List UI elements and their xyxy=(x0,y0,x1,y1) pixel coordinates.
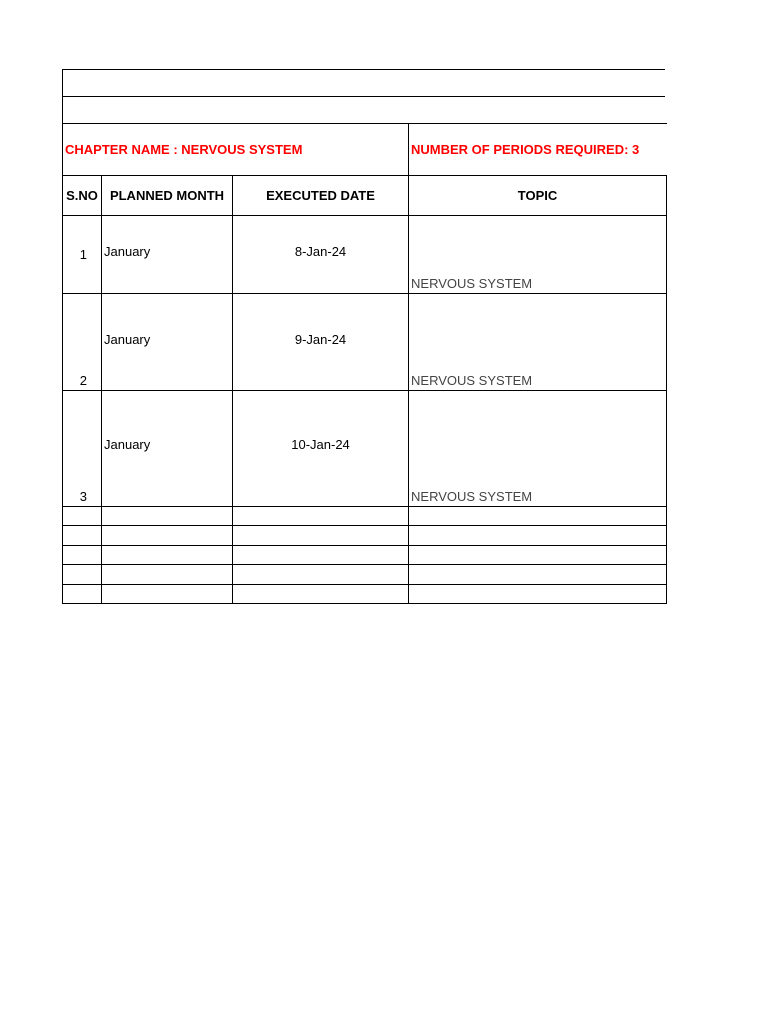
row-topic: NERVOUS SYSTEM xyxy=(409,216,667,294)
empty-cell xyxy=(63,546,102,565)
periods-required: NUMBER OF PERIODS REQUIRED: 3 xyxy=(409,124,667,176)
empty-row xyxy=(63,526,667,546)
empty-cell xyxy=(102,585,233,604)
chapter-row xyxy=(63,124,667,176)
column-header-planned-month: PLANNED MONTH xyxy=(102,176,233,216)
empty-cell xyxy=(409,526,667,546)
empty-cell xyxy=(409,585,667,604)
row-sno: 2 xyxy=(63,294,102,391)
row-planned-month: January xyxy=(102,294,233,391)
empty-cell xyxy=(63,565,102,585)
column-header-topic: TOPIC xyxy=(409,176,667,216)
empty-cell xyxy=(233,526,409,546)
empty-cell xyxy=(102,507,233,526)
table-row xyxy=(63,294,667,391)
empty-cell xyxy=(233,546,409,565)
empty-cell xyxy=(102,546,233,565)
column-header-sno: S.NO xyxy=(63,176,102,216)
empty-cell xyxy=(409,507,667,526)
empty-cell xyxy=(102,565,233,585)
row-planned-month: January xyxy=(102,216,233,294)
empty-cell xyxy=(409,565,667,585)
row-executed-date: 9-Jan-24 xyxy=(233,294,409,391)
empty-row xyxy=(63,585,667,604)
empty-row xyxy=(63,507,667,526)
empty-cell xyxy=(63,526,102,546)
lesson-plan-table xyxy=(62,123,667,604)
empty-row xyxy=(63,546,667,565)
empty-cell xyxy=(233,585,409,604)
row-sno: 3 xyxy=(63,391,102,507)
empty-cell xyxy=(63,507,102,526)
row-sno: 1 xyxy=(63,216,102,294)
row-executed-date: 10-Jan-24 xyxy=(233,391,409,507)
empty-cell xyxy=(409,546,667,565)
empty-cell xyxy=(233,565,409,585)
empty-subtitle-band xyxy=(62,96,665,124)
empty-cell xyxy=(63,585,102,604)
row-planned-month: January xyxy=(102,391,233,507)
row-topic: NERVOUS SYSTEM xyxy=(409,294,667,391)
chapter-name: CHAPTER NAME : NERVOUS SYSTEM xyxy=(63,124,409,176)
table-row xyxy=(63,216,667,294)
empty-cell xyxy=(102,526,233,546)
empty-row xyxy=(63,565,667,585)
table-row xyxy=(63,391,667,507)
column-header-executed-date: EXECUTED DATE xyxy=(233,176,409,216)
row-topic: NERVOUS SYSTEM xyxy=(409,391,667,507)
header-row xyxy=(63,176,667,216)
empty-title-band xyxy=(62,69,665,97)
row-executed-date: 8-Jan-24 xyxy=(233,216,409,294)
empty-cell xyxy=(233,507,409,526)
